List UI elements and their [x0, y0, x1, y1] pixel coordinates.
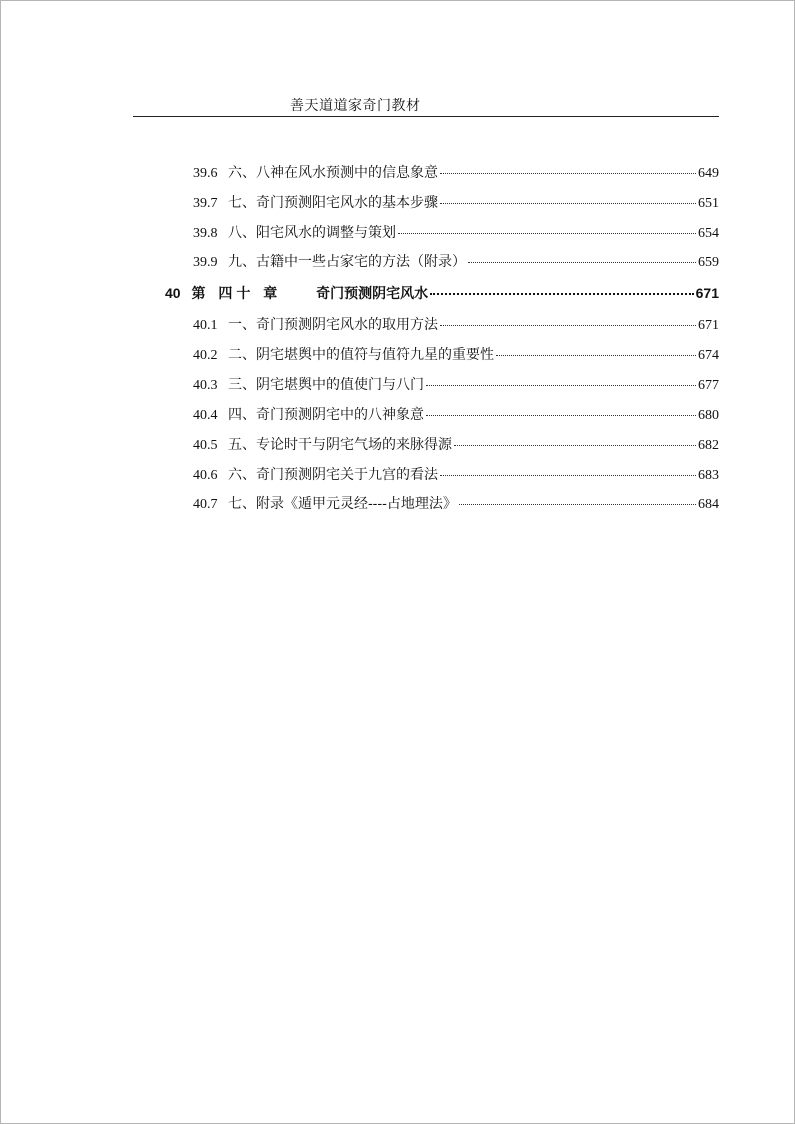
dot-leader: [430, 271, 694, 295]
toc-entry-page: 682: [698, 438, 719, 453]
toc-chapter-label: 第 四十 章: [191, 286, 282, 302]
toc-entry-number: 39.8: [193, 226, 218, 241]
toc-entry-title: 一、奇门预测阴宅风水的取用方法: [227, 317, 438, 333]
toc-entry-39-9[interactable]: [193, 243, 719, 270]
toc-entry-page: 659: [698, 255, 719, 270]
toc-chapter-title: 奇门预测阴宅风水: [316, 286, 429, 302]
toc-entry-40-1[interactable]: [193, 306, 719, 333]
header-title: 善天道道家奇门教材: [290, 98, 421, 114]
dot-leader: [459, 482, 696, 505]
toc-entry-number: 40.3: [193, 378, 218, 393]
toc-entry-number: 39.9: [193, 255, 218, 270]
toc-entry-number: 40.2: [193, 348, 218, 363]
toc-entry-40-4[interactable]: [193, 396, 719, 423]
toc-entry-40-5[interactable]: [193, 426, 719, 453]
toc-chapter-number: 40: [165, 285, 181, 301]
toc-entry-page: 683: [698, 468, 719, 483]
dot-leader: [440, 303, 696, 326]
toc-entry-number: 39.7: [193, 196, 218, 211]
toc-entry-number: 40.5: [193, 438, 218, 453]
toc-entry-number: 40.7: [193, 497, 218, 512]
toc-entry-page: 680: [698, 408, 719, 423]
toc-entry-page: 684: [698, 497, 719, 512]
toc-entry-page: 649: [698, 166, 719, 181]
toc-entry-title: 五、专论时干与阴宅气场的来脉得源: [227, 437, 452, 453]
toc-entry-39-6[interactable]: [193, 154, 719, 181]
toc-entry-title: 六、奇门预测阴宅关于九宫的看法: [227, 467, 438, 483]
toc-entry-title: 四、奇门预测阴宅中的八神象意: [227, 407, 424, 423]
toc-entry-page: 654: [698, 226, 719, 241]
toc-entry-title: 八、阳宅风水的调整与策划: [227, 225, 396, 241]
toc-entry-title: 九、古籍中一些占家宅的方法（附录）: [227, 254, 466, 270]
dot-leader: [440, 181, 696, 204]
toc-entry-page: 674: [698, 348, 719, 363]
toc-entry-40-6[interactable]: [193, 456, 719, 483]
toc-entry-title: 二、阴宅堪舆中的值符与值符九星的重要性: [227, 347, 494, 363]
toc-entry-40-2[interactable]: [193, 336, 719, 363]
toc-entry-number: 40.6: [193, 468, 218, 483]
dot-leader: [440, 453, 696, 476]
toc-entry-title: 七、奇门预测阳宅风水的基本步骤: [227, 195, 438, 211]
toc-entry-number: 40.4: [193, 408, 218, 423]
toc-entry-number: 39.6: [193, 166, 218, 181]
toc-entry-40-3[interactable]: [193, 366, 719, 393]
toc-chapter-40[interactable]: [165, 274, 719, 302]
dot-leader: [468, 240, 696, 263]
toc-chapter-page: 671: [695, 285, 719, 301]
toc-entry-39-8[interactable]: [193, 214, 719, 241]
dot-leader: [454, 423, 696, 446]
dot-leader: [426, 363, 696, 386]
toc-entry-title: 七、附录《遁甲元灵经----占地理法》: [227, 496, 457, 512]
dot-leader: [426, 393, 696, 416]
dot-leader: [440, 151, 696, 174]
toc-entry-page: 651: [698, 196, 719, 211]
dot-leader: [398, 211, 696, 234]
dot-leader: [496, 333, 696, 356]
toc-entry-title: 三、阴宅堪舆中的值使门与八门: [227, 377, 424, 393]
toc-entry-number: 40.1: [193, 318, 218, 333]
page-header: [133, 92, 719, 117]
toc-entry-page: 677: [698, 378, 719, 393]
toc-entry-40-7[interactable]: [193, 485, 719, 512]
toc-entry-39-7[interactable]: [193, 184, 719, 211]
toc-entry-page: 671: [698, 318, 719, 333]
toc-entry-title: 六、八神在风水预测中的信息象意: [227, 165, 438, 181]
